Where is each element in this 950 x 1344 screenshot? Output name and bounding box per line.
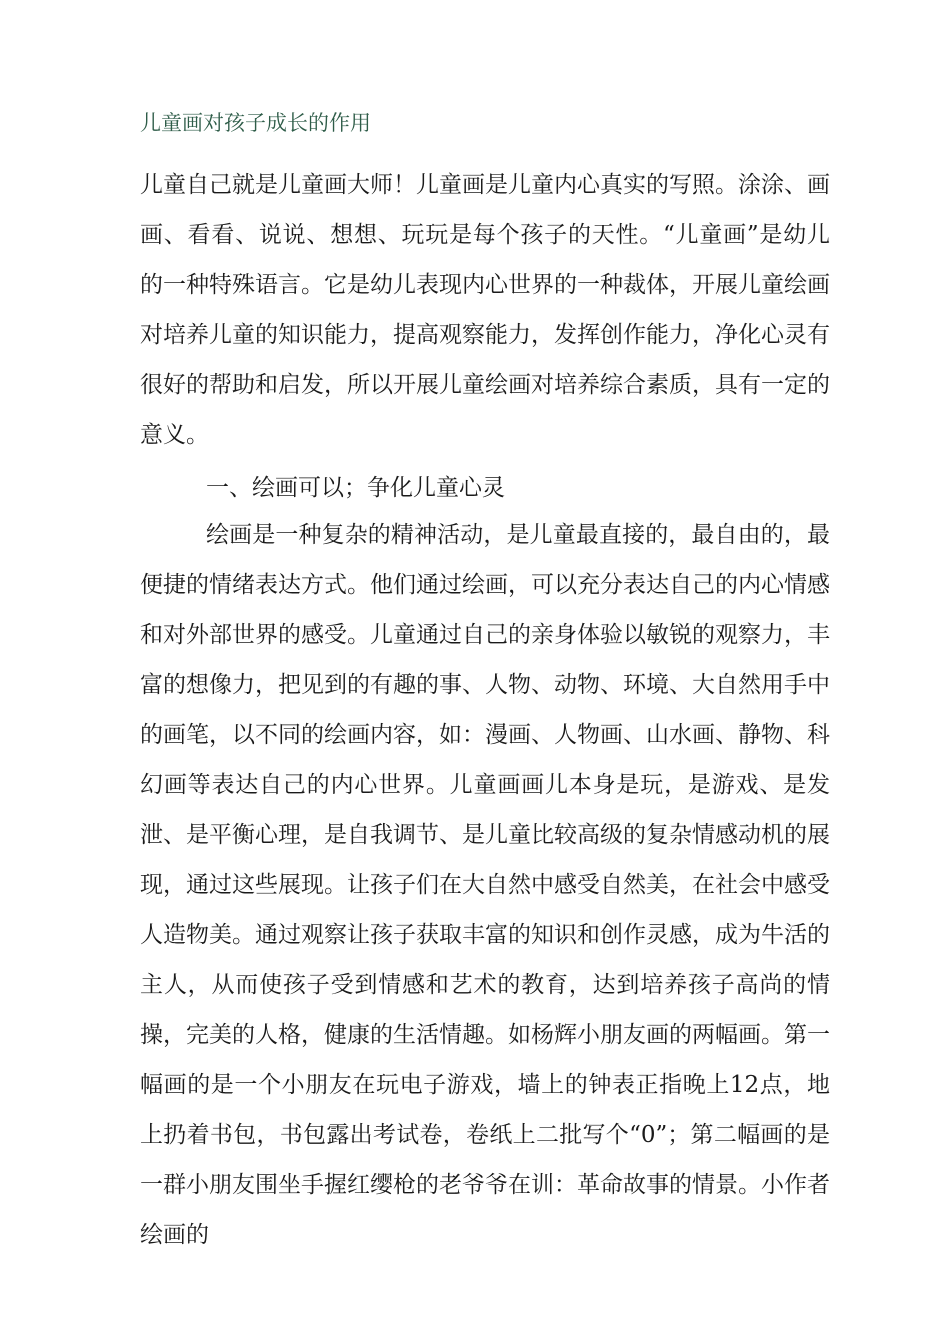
- section-body-paragraph: 绘画是一种复杂的精神活动，是儿童最直接的，最自由的，最便捷的情绪表达方式。他们通过绘画，可以充分表达自己的内心情感和对外部世界的感受。儿童通过自己的亲身体验以敏锐的观察力，丰富的想像力，把见到的有趣的事、人物、动物、环境、大自然用手中的画笔，以不同的绘画内容，如：漫画、人物画、山水画、静物、科幻画等表达自己的内心世界。儿童画画儿本身是玩，是游戏、是发泄、是平衡心理，是自我调节、是儿童比较高级的复杂情感动机的展现，通过这些展现。让孩子们在大自然中感受自然美，在社会中感受人造物美。通过观察让孩子获取丰富的知识和创作灵感，成为牛活的主人，从而使孩子受到情感和艺术的教育，达到培养孩子高尚的情操，完美的人格，健康的生活情趣。如杨辉小朋友画的两幅画。第一幅画的是一个小朋友在玩电子游戏，墙上的钟表正指晚上12点，地上扔着书包，书包露出考试卷，卷纸上二批写个“0”；第二幅画的是一群小朋友围坐手握红缨枪的老爷爷在训：革命故事的情景。小作者绘画的: [140, 522, 830, 1248]
- document-title: 儿童画对孩子成长的作用: [140, 111, 371, 135]
- section-heading: 一、绘画可以；争化儿童心灵: [206, 475, 505, 501]
- intro-paragraph: 儿童自己就是儿童画大师！儿童画是儿童内心真实的写照。涂涂、画画、看看、说说、想想、玩玩是每个孩子的天性。“儿童画”是幼儿的一种特殊语言。它是幼儿表现内心世界的一种裁体，开展儿童绘画对培养儿童的知识能力，提高观察能力，发挥创作能力，净化心灵有很好的帮助和启发，所以开展儿童绘画对培养综合素质，具有一定的意义。: [140, 172, 830, 448]
